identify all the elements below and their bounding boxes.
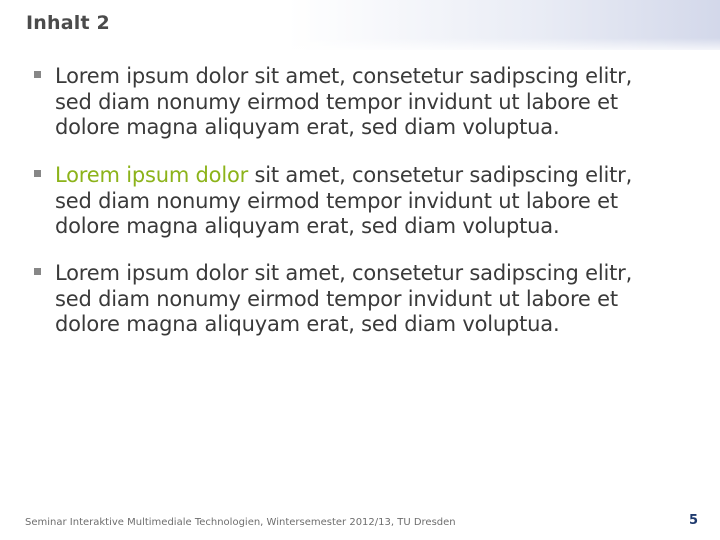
bullet-text (55, 163, 710, 240)
square-bullet-icon (34, 268, 41, 275)
highlighted-text: Lorem ipsum dolor (55, 163, 249, 187)
bullet-line: sed diam nonumy eirmod tempor invidunt ut labore et (55, 286, 618, 311)
footer-text: Seminar Interaktive Multimediale Technologien, Wintersemester 2012/13, TU Dresden (25, 517, 456, 528)
bullet-text (55, 261, 710, 338)
bullet-line: Lorem ipsum dolor sit amet, consetetur sadipscing elitr, (55, 64, 633, 88)
square-bullet-icon (34, 71, 41, 78)
page-number: 5 (688, 513, 698, 528)
title-bar-fade (0, 38, 720, 54)
bullet-line (55, 163, 710, 189)
bullet-line: sed diam nonumy eirmod tempor invidunt ut labore et (55, 89, 618, 114)
bullet-text (55, 64, 710, 141)
bullet-line: sed diam nonumy eirmod tempor invidunt ut labore et (55, 188, 618, 213)
bullet-line: Lorem ipsum dolor sit amet, consetetur sadipscing elitr, (55, 261, 633, 285)
slide-title: Inhalt 2 (26, 12, 110, 34)
bullet-line-rest: sit amet, consetetur sadipscing elitr, (248, 163, 633, 187)
bullet-line: dolore magna aliquyam erat, sed diam voluptua. (55, 214, 560, 238)
bullet-line: dolore magna aliquyam erat, sed diam voluptua. (55, 312, 560, 336)
bullet-line: dolore magna aliquyam erat, sed diam voluptua. (55, 115, 560, 139)
square-bullet-icon (34, 170, 41, 177)
